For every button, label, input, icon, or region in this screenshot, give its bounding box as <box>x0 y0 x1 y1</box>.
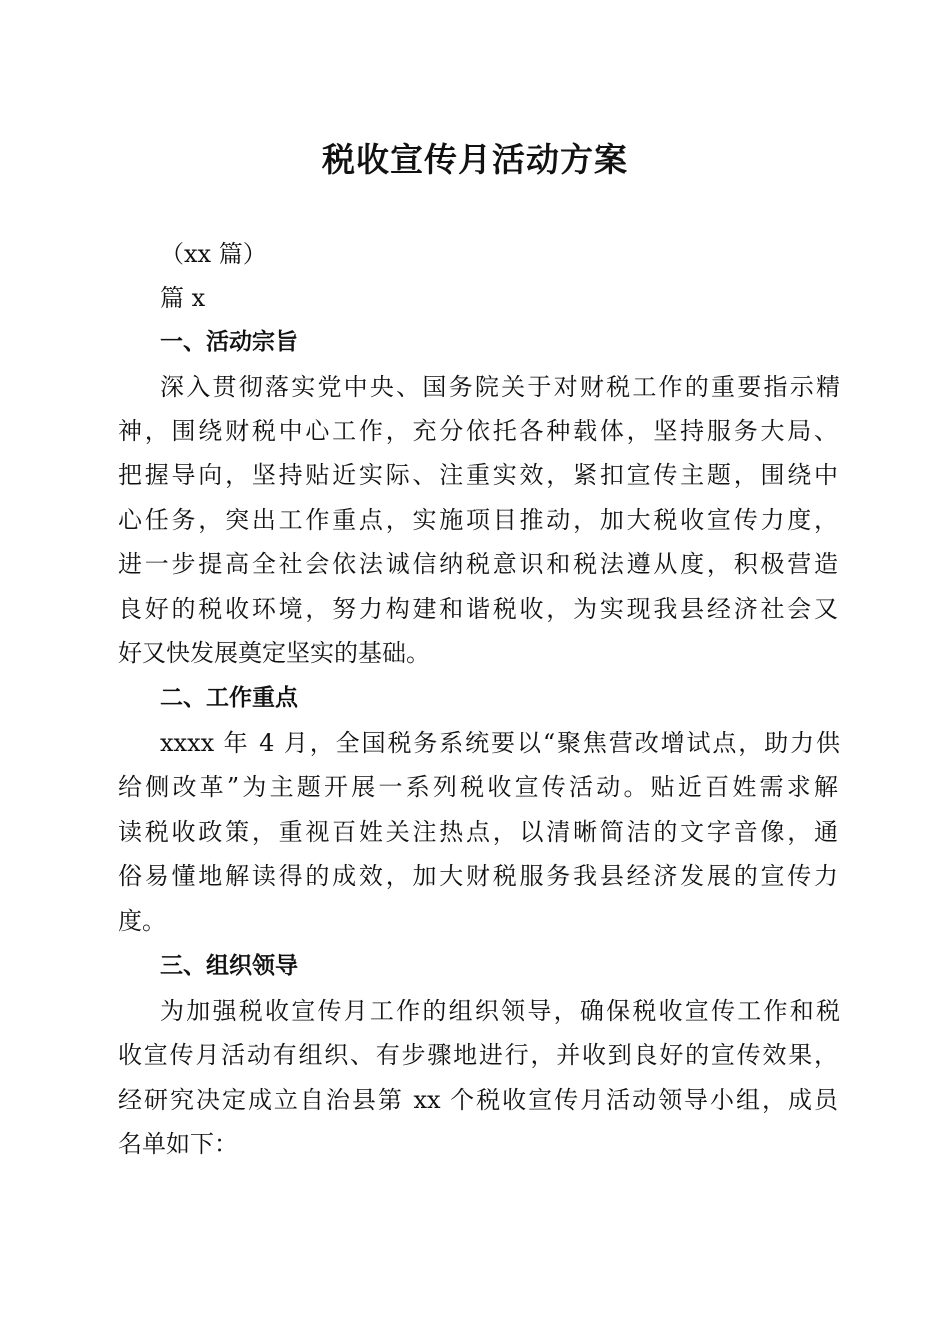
paragraph-line: 经研究决定成立自治县第 xx 个税收宣传月活动领导小组，成员 <box>118 1086 838 1114</box>
section-heading: 二、工作重点 <box>160 685 298 711</box>
paragraph-line: xxxx 年 4 月，全国税务系统要以“聚焦营改增试点，助力供 <box>160 729 840 757</box>
section-heading: 三、组织领导 <box>160 953 298 979</box>
paragraph-line: 名单如下： <box>118 1130 238 1158</box>
paragraph-line: 为加强税收宣传月工作的组织领导，确保税收宣传工作和税 <box>160 997 840 1025</box>
paragraph-line: 良好的税收环境，努力构建和谐税收，为实现我县经济社会又 <box>118 595 838 623</box>
paragraph-line: 度。 <box>118 907 166 935</box>
paragraph-line: 好又快发展奠定坚实的基础。 <box>118 639 430 667</box>
paragraph-line: 深入贯彻落实党中央、国务院关于对财税工作的重要指示精 <box>160 373 840 401</box>
paragraph-line: 神，围绕财税中心工作，充分依托各种载体，坚持服务大局、 <box>118 417 838 445</box>
document-title: 税收宣传月活动方案 <box>322 140 628 179</box>
document-subtitle: （xx 篇） <box>160 240 267 268</box>
paragraph-line: 进一步提高全社会依法诚信纳税意识和税法遵从度，积极营造 <box>118 550 838 578</box>
paragraph-line: 俗易懂地解读得的成效，加大财税服务我县经济发展的宣传力 <box>118 862 838 890</box>
paragraph-line: 心任务，突出工作重点，实施项目推动，加大税收宣传力度， <box>118 506 838 534</box>
paragraph-line: 给侧改革”为主题开展一系列税收宣传活动。贴近百姓需求解 <box>118 773 838 801</box>
paragraph-line: 读税收政策，重视百姓关注热点，以清晰简洁的文字音像，通 <box>118 818 838 846</box>
paragraph-line: 把握导向，坚持贴近实际、注重实效，紧扣宣传主题，围绕中 <box>118 461 838 489</box>
section-heading: 一、活动宗旨 <box>160 329 298 355</box>
paragraph-line: 收宣传月活动有组织、有步骤地进行，并收到良好的宣传效果， <box>118 1041 838 1069</box>
part-label: 篇 x <box>160 284 206 312</box>
